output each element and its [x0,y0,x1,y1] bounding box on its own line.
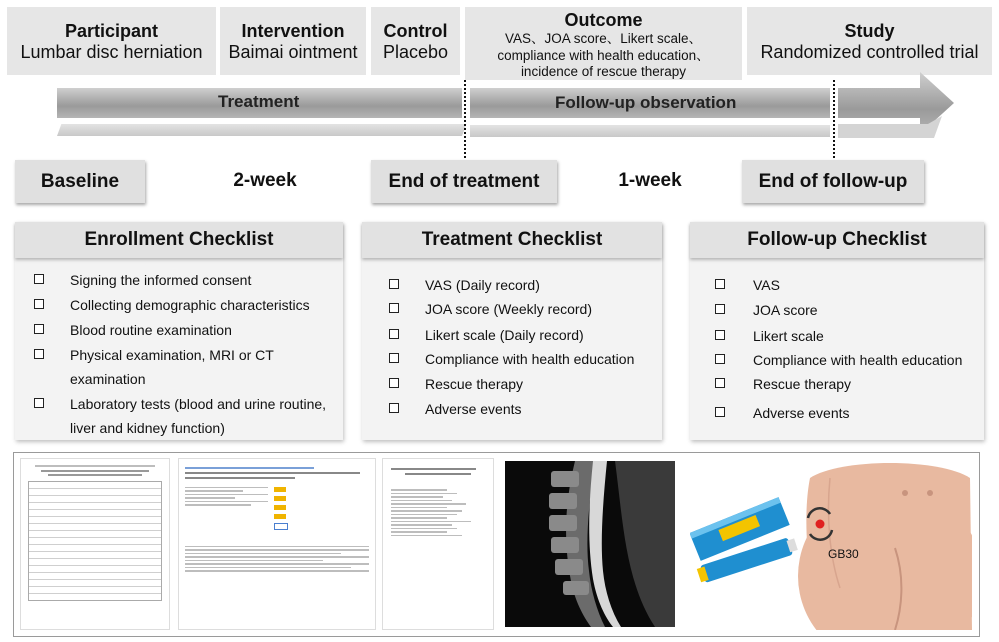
intervention-box [220,7,366,75]
checkbox-icon [389,279,399,289]
period-2-week: 2-week [233,170,297,191]
end-of-treatment-box: End of treatment [371,160,557,203]
outcome-line-2: compliance with health education、 [497,47,710,63]
followup-item: Rescue therapy [753,376,852,392]
checkbox-icon [389,403,399,413]
checkbox-icon [389,378,399,388]
enrollment-item-continued: liver and kidney function) [70,420,225,436]
treatment-item: Rescue therapy [425,376,524,392]
treatment-item: JOA score (Weekly record) [425,301,593,317]
treatment-item: Likert scale (Daily record) [425,327,584,343]
end-of-followup-box: End of follow-up [742,160,924,203]
enrollment-item-continued: examination [70,371,146,387]
followup-item: VAS [753,277,780,293]
checkbox-icon [715,279,725,289]
baseline-box: Baseline [15,160,145,203]
outcome-line-3: incidence of rescue therapy [520,64,687,80]
ointment-and-acupoint-image [690,458,972,630]
ethics-approval-document-image [20,458,170,630]
followup-item: Compliance with health education [753,352,963,368]
study-value: Randomized controlled trial [760,41,979,62]
control-box [371,7,460,75]
enrollment-item: Physical examination, MRI or CT [70,347,274,363]
followup-phase-shadow [470,125,830,137]
treatment-checklist-title: Treatment Checklist [362,222,662,258]
control-title: Control [383,21,448,41]
control-value: Placebo [382,41,449,62]
treatment-phase-shadow [57,124,466,136]
intervention-value: Baimai ointment [228,41,358,62]
trial-registration-image [178,458,376,630]
treatment-phase-label: Treatment [218,92,300,111]
timeline-arrow-head [838,72,956,142]
outcome-box [465,7,742,80]
acupoint-label: GB30 [828,547,859,561]
checkbox-icon [34,274,44,284]
participant-title: Participant [64,21,159,41]
end-treatment-divider [464,80,466,158]
end-followup-divider [833,80,835,158]
intervention-title: Intervention [241,21,345,41]
enrollment-checklist-title: Enrollment Checklist [15,222,343,258]
case-record-form-image [382,458,494,630]
enrollment-item: Signing the informed consent [70,272,252,288]
checkbox-icon [34,398,44,408]
treatment-item: VAS (Daily record) [425,277,540,293]
checkbox-icon [389,353,399,363]
treatment-item: Adverse events [425,401,522,417]
lumbar-mri-image [505,461,675,627]
followup-item: Likert scale [753,328,824,344]
followup-phase-label: Follow-up observation [555,93,737,112]
participant-box [7,7,216,75]
checkbox-icon [715,354,725,364]
participant-value: Lumbar disc herniation [20,41,203,62]
checkbox-icon [715,330,725,340]
followup-checklist-title: Follow-up Checklist [690,222,984,258]
enrollment-item: Collecting demographic characteristics [70,297,310,313]
period-1-week: 1-week [618,170,682,191]
study-box [747,7,992,75]
acupoint-marker-icon [816,520,825,529]
checkbox-icon [389,329,399,339]
checkbox-icon [389,303,399,313]
checkbox-icon [34,349,44,359]
enrollment-item: Blood routine examination [70,322,232,338]
outcome-line-1: VAS、JOA score、Likert scale、 [504,30,703,46]
followup-item: JOA score [753,302,818,318]
outcome-title: Outcome [564,10,643,30]
enrollment-item: Laboratory tests (blood and urine routine, [70,396,327,412]
checkbox-icon [34,299,44,309]
checkbox-icon [715,304,725,314]
treatment-item: Compliance with health education [425,351,635,367]
followup-item: Adverse events [753,405,850,421]
checkbox-icon [715,407,725,417]
study-title: Study [844,21,895,41]
checkbox-icon [34,324,44,334]
checkbox-icon [715,378,725,388]
